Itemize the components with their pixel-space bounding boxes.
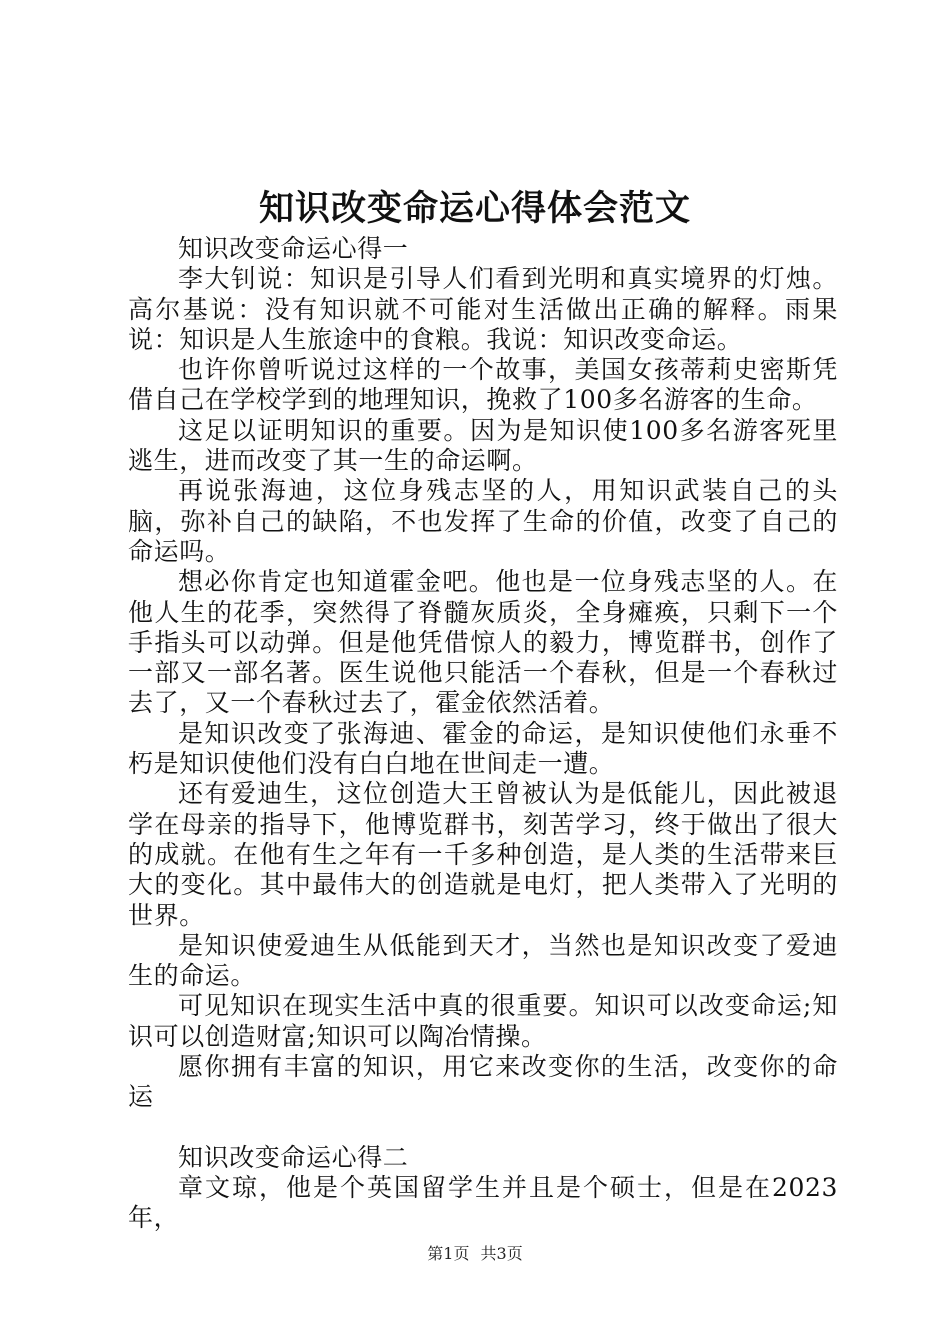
- paragraph: 这足以证明知识的重要。因为是知识使100多名游客死里逃生，进而改变了其一生的命运啊。: [128, 415, 838, 476]
- document-body: [128, 234, 838, 1234]
- document-title: 知识改变命运心得体会范文: [258, 188, 691, 229]
- section-heading: 知识改变命运心得一: [178, 234, 409, 263]
- page-number: 第1页: [427, 1244, 470, 1263]
- paragraph: 可见知识在现实生活中真的很重要。知识可以改变命运;知识可以创造财富;知识可以陶冶情操。: [128, 991, 838, 1051]
- paragraph: 愿你拥有丰富的知识，用它来改变你的生活，改变你的命运: [128, 1052, 838, 1112]
- paragraph: 是知识改变了张海迪、霍金的命运，是知识使他们永垂不朽是知识使他们没有白白地在世间走一遭。: [128, 718, 838, 779]
- section-heading: 知识改变命运心得二: [178, 1142, 409, 1172]
- paragraph: 章文琼，他是个英国留学生并且是个硕士，但是在2023年，: [128, 1172, 838, 1233]
- paragraph: 是知识使爱迪生从低能到天才，当然也是知识改变了爱迪生的命运。: [128, 930, 838, 991]
- paragraph: 李大钊说：知识是引导人们看到光明和真实境界的灯烛。高尔基说：没有知识就不可能对生活做出正确的解释。雨果说：知识是人生旅途中的食粮。我说：知识改变命运。: [128, 264, 838, 354]
- paragraph: 再说张海迪，这位身残志坚的人，用知识武装自己的头脑，弥补自己的缺陷，不也发挥了生命的价值，改变了自己的命运吗。: [128, 476, 838, 566]
- paragraph-gap: [128, 1113, 838, 1143]
- paragraph: 想必你肯定也知道霍金吧。他也是一位身残志坚的人。在他人生的花季，突然得了脊髓灰质炎，全身瘫痪，只剩下一个手指头可以动弹。但是他凭借惊人的毅力，博览群书，创作了一部又一部名著。医生说他只能活一个春秋，但是一个春秋过去了，又一个春秋过去了，霍金依然活着。: [128, 567, 838, 718]
- paragraph: 也许你曾听说过这样的一个故事，美国女孩蒂莉史密斯凭借自己在学校学到的地理知识，挽救了100多名游客的生命。: [128, 355, 838, 415]
- paragraph: 还有爱迪生，这位创造大王曾被认为是低能儿，因此被退学在母亲的指导下，他博览群书，刻苦学习，终于做出了很大的成就。在他有生之年有一千多种创造，是人类的生活带来巨大的变化。其中最伟大的创造就是电灯，把人类带入了光明的世界。: [128, 779, 838, 930]
- page-footer: [0, 1243, 950, 1265]
- page-count: 共3页: [480, 1244, 523, 1263]
